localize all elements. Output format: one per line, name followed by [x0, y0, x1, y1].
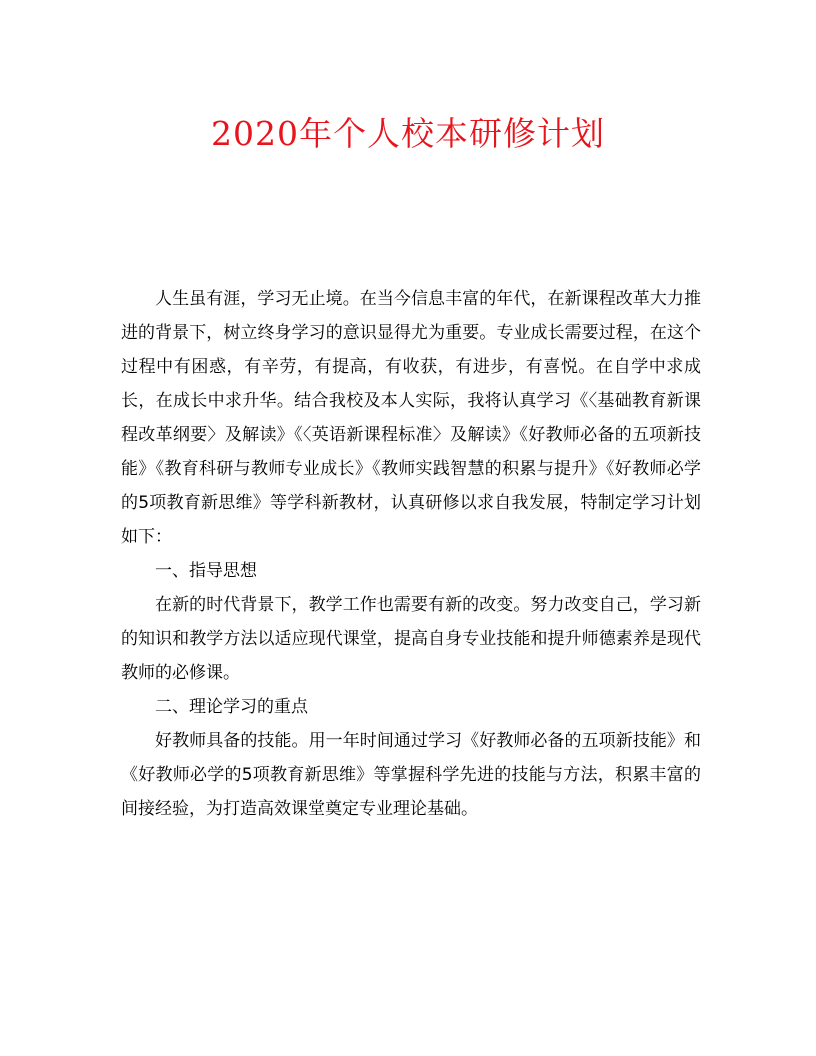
section-heading-theory-focus: 二、理论学习的重点: [155, 697, 308, 717]
document-body: [121, 282, 701, 826]
guiding-ideology-paragraph: 在新的时代背景下，教学工作也需要有新的改变。努力改变自己，学习新的知识和教学方法以适应现代课堂，提高自身专业技能和提升师德素养是现代教师的必修课。: [121, 595, 701, 683]
document-title: 2020年个人校本研修计划: [211, 114, 605, 153]
intro-paragraph: 人生虽有涯，学习无止境。在当今信息丰富的年代，在新课程改革大力推进的背景下，树立终身学习的意识显得尤为重要。专业成长需要过程，在这个过程中有困惑，有辛劳，有提高，有收获，有进步，有喜悦。在自学中求成长，在成长中求升华。结合我校及本人实际，我将认真学习《〈基础教育新课程改革纲要〉及解读》《〈英语新课程标准〉及解读》《好教师必备的五项新技能》《教育科研与教师专业成长》《教师实践智慧的积累与提升》《好教师必学的5项教育新思维》等学科新教材，认真研修以求自我发展，特制定学习计划如下：: [121, 289, 701, 547]
theory-focus-paragraph: 好教师具备的技能。用一年时间通过学习《好教师必备的五项新技能》和《好教师必学的5项教育新思维》等掌握科学先进的技能与方法，积累丰富的间接经验，为打造高效课堂奠定专业理论基础。: [121, 731, 701, 819]
section-heading-guiding-ideology: 一、指导思想: [155, 561, 257, 581]
